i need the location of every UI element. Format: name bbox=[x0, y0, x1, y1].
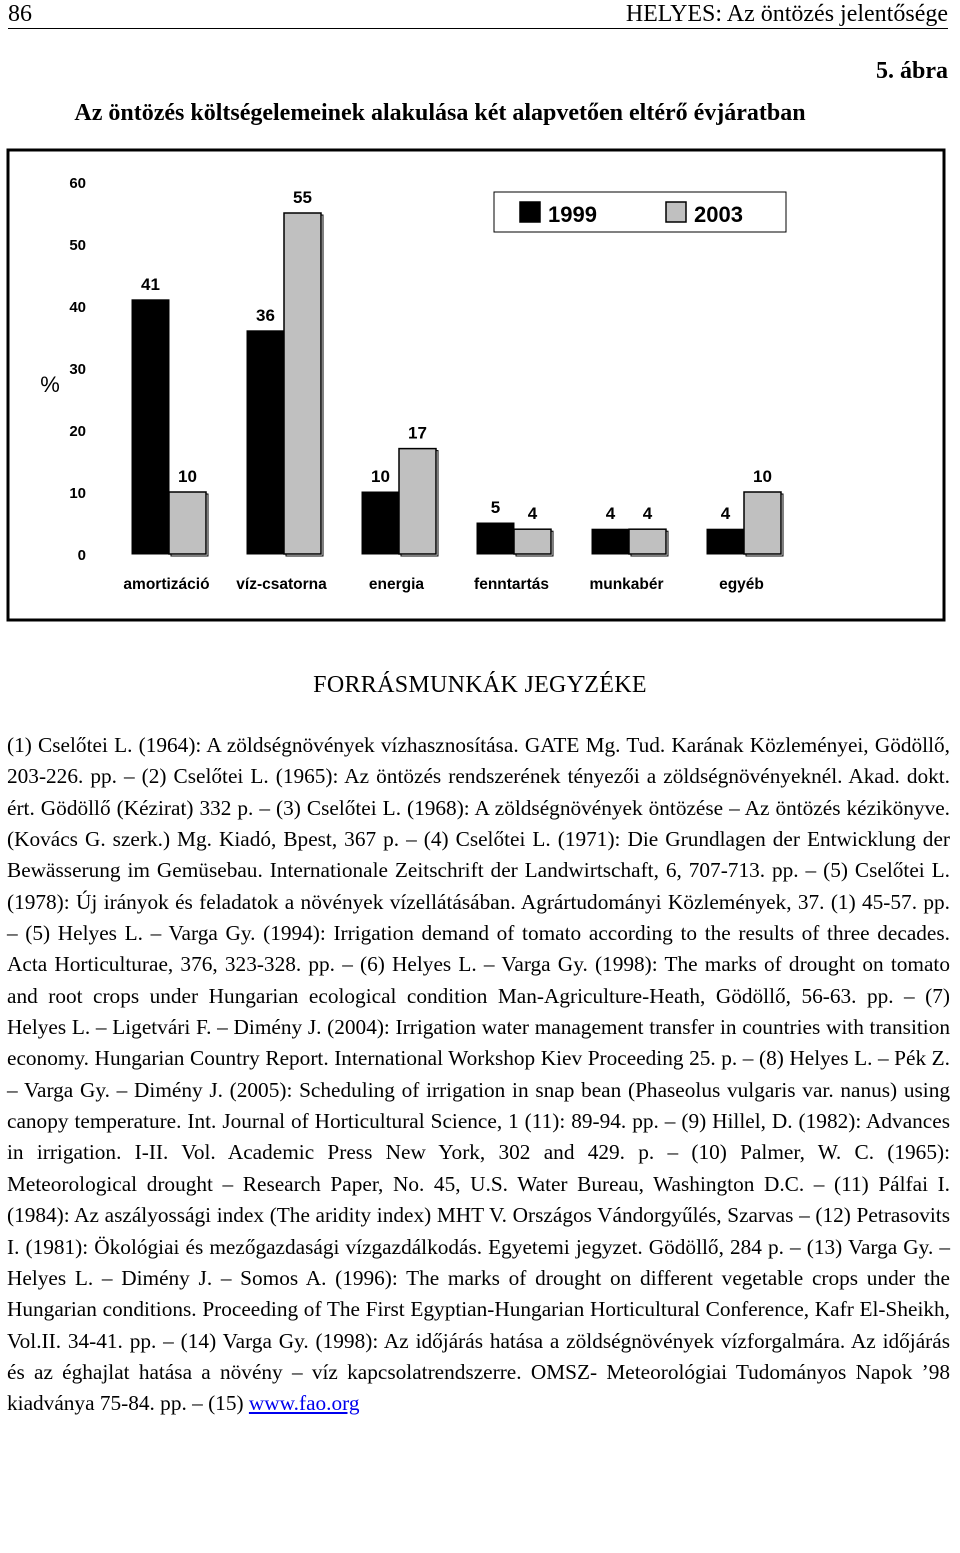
y-tick-label: 40 bbox=[69, 299, 86, 316]
x-tick-label: munkabér bbox=[589, 576, 664, 593]
bar-2003-egyéb bbox=[744, 492, 781, 554]
page-header bbox=[8, 0, 948, 29]
bar-1999-energia bbox=[362, 492, 399, 554]
data-label: 10 bbox=[371, 467, 390, 486]
references-text: (1) Cselőtei L. (1964): A zöldségnövények vízhasznosítása. GATE Mg. Tud. Karának Közleményei, Gödöllő, 203-226. pp. – (2) Cselőtei L. (1965): Az öntözés rendszerének tényezői a zöldségnövényeknél. Akad. dokt. ért. Gödöllő (Kézirat) 332 p. – (3) Cselőtei L. (1968): A zöldségnövények öntözése – Az öntözés kézikönyve. (Kovács G. szerk.) Mg. Kiadó, Bpest, 367 p. – (4) Cselőtei L. (1971): Die Grundlagen der Entwicklung der Bewässerung im Gemüsebau. Internationale Zeitschrift der Landwirtschaft, 6, 707-713. pp. – (5) Cselőtei L. (1978): Új irányok és feladatok a növények vízellátásában. Agrártudományi Közlemények, 37. (1) 45-57. pp. – (5) Helyes L. – Varga Gy. (1994): Irrigation demand of tomato according to the results of three decades. Acta Horticulturae, 376, 323-328. pp. – (6) Helyes L. – Varga Gy. (1998): The marks of drought on tomato and root crops under Hungarian ecological condition Man-Agriculture-Heath, Gödöllő, 56-63. pp. – (7) Helyes L. – Ligetvári F. – Dimény J. (2004): Irrigation water management transfer in countries with transition economy. Hungarian Country Report. International Workshop Kiev Proceeding 25. p. – (8) Helyes L. – Pék Z. – Varga Gy. – Dimény J. (2005): Scheduling of irrigation in snap bean (Phaseolus vulgaris var. nanus) using canopy temperature. Int. Journal of Horticultural Science, 1 (11): 89-94. pp. – (9) Hillel, D. (1982): Advances in irrigation. I-II. Vol. Academic Press New York, 302 and 429. p. – (10) Palmer, W. C. (1965): Meteorological drought – Research Paper, No. 45, U.S. Water Bureau, Washington D.C. – (11) Pálfai I. (1984): Az aszályossági index (The aridity index) MHT V. Országos Vándorgyűlés, Szarvas – (12) Petrasovits I. (1981): Ökológiai és mezőgazdasági vízgazdálkodás. Egyetemi jegyzet. Gödöllő, 284 p. – (13) Varga Gy. – Helyes L. – Dimény J. – Somos A. (1996): The marks of drought on different vegetable crops under the Hungarian conditions. Proceeding of The First Egyptian-Hungarian Horticultural Conference, Kafr El-Sheikh, Vol.II. 34-41. pp. – (14) Varga Gy. (1998): Az időjárás hatása a zöldségnövények vízforgalmára. Az időjárás és az éghajlat hatása a növény – víz kapcsolatrendszerre. OMSZ- Meteorológiai Tudományos Napok ’98 kiadványa 75-84. pp. – (15) bbox=[7, 733, 950, 1416]
figure-title bbox=[0, 100, 960, 127]
page-number: 86 bbox=[8, 1, 32, 27]
running-title: HELYES: Az öntözés jelentősége bbox=[625, 1, 948, 27]
y-tick-label: 60 bbox=[69, 175, 86, 192]
bar-1999-egyéb bbox=[707, 529, 744, 554]
y-tick-label: 20 bbox=[69, 423, 86, 440]
data-label: 4 bbox=[720, 504, 731, 524]
references-list bbox=[7, 730, 950, 1420]
data-label: 17 bbox=[408, 423, 427, 443]
bar-2003-amortizáció bbox=[169, 492, 206, 554]
y-tick-label: 0 bbox=[77, 547, 86, 564]
x-tick-label: amortizáció bbox=[123, 576, 210, 593]
legend-entry-2003: 2003 bbox=[694, 202, 743, 227]
figure-label: 5. ábra bbox=[876, 58, 948, 84]
y-axis-label: % bbox=[40, 372, 60, 397]
y-tick-label: 50 bbox=[69, 237, 86, 254]
data-label: 4 bbox=[605, 504, 616, 524]
bar-2003-munkabér bbox=[629, 529, 666, 554]
x-tick-label: víz-csatorna bbox=[236, 576, 327, 593]
legend-swatch-2003 bbox=[666, 202, 686, 222]
x-tick-label: egyéb bbox=[719, 576, 764, 593]
bar-1999-munkabér bbox=[592, 529, 629, 554]
figure-title-text: Az öntözés költségelemeinek alakulása két alapvetően eltérő évjáratban bbox=[74, 100, 806, 126]
y-tick-label: 30 bbox=[69, 361, 86, 378]
bar-1999-víz-csatorna bbox=[247, 331, 284, 554]
bar-2003-víz-csatorna bbox=[284, 213, 321, 554]
fao-link[interactable]: www.fao.org bbox=[248, 1391, 360, 1416]
bar-2003-energia bbox=[399, 449, 436, 554]
data-label: 10 bbox=[178, 467, 197, 486]
data-label: 55 bbox=[293, 188, 312, 207]
bar-1999-amortizáció bbox=[132, 300, 169, 554]
data-label: 10 bbox=[753, 467, 772, 486]
bar-1999-fenntartás bbox=[477, 523, 514, 554]
y-tick-label: 10 bbox=[69, 485, 86, 502]
data-label: 36 bbox=[256, 305, 275, 325]
x-tick-label: energia bbox=[368, 576, 425, 593]
legend-swatch-1999 bbox=[520, 202, 540, 222]
legend-entry-1999: 1999 bbox=[548, 202, 597, 227]
bar-2003-fenntartás bbox=[514, 529, 551, 554]
bar-chart bbox=[6, 148, 946, 624]
data-label: 41 bbox=[141, 274, 160, 294]
data-label: 5 bbox=[490, 498, 501, 517]
x-tick-label: fenntartás bbox=[474, 576, 549, 593]
data-label: 4 bbox=[642, 504, 653, 524]
data-label: 4 bbox=[527, 504, 538, 524]
references-heading: FORRÁSMUNKÁK JEGYZÉKE bbox=[313, 672, 647, 698]
